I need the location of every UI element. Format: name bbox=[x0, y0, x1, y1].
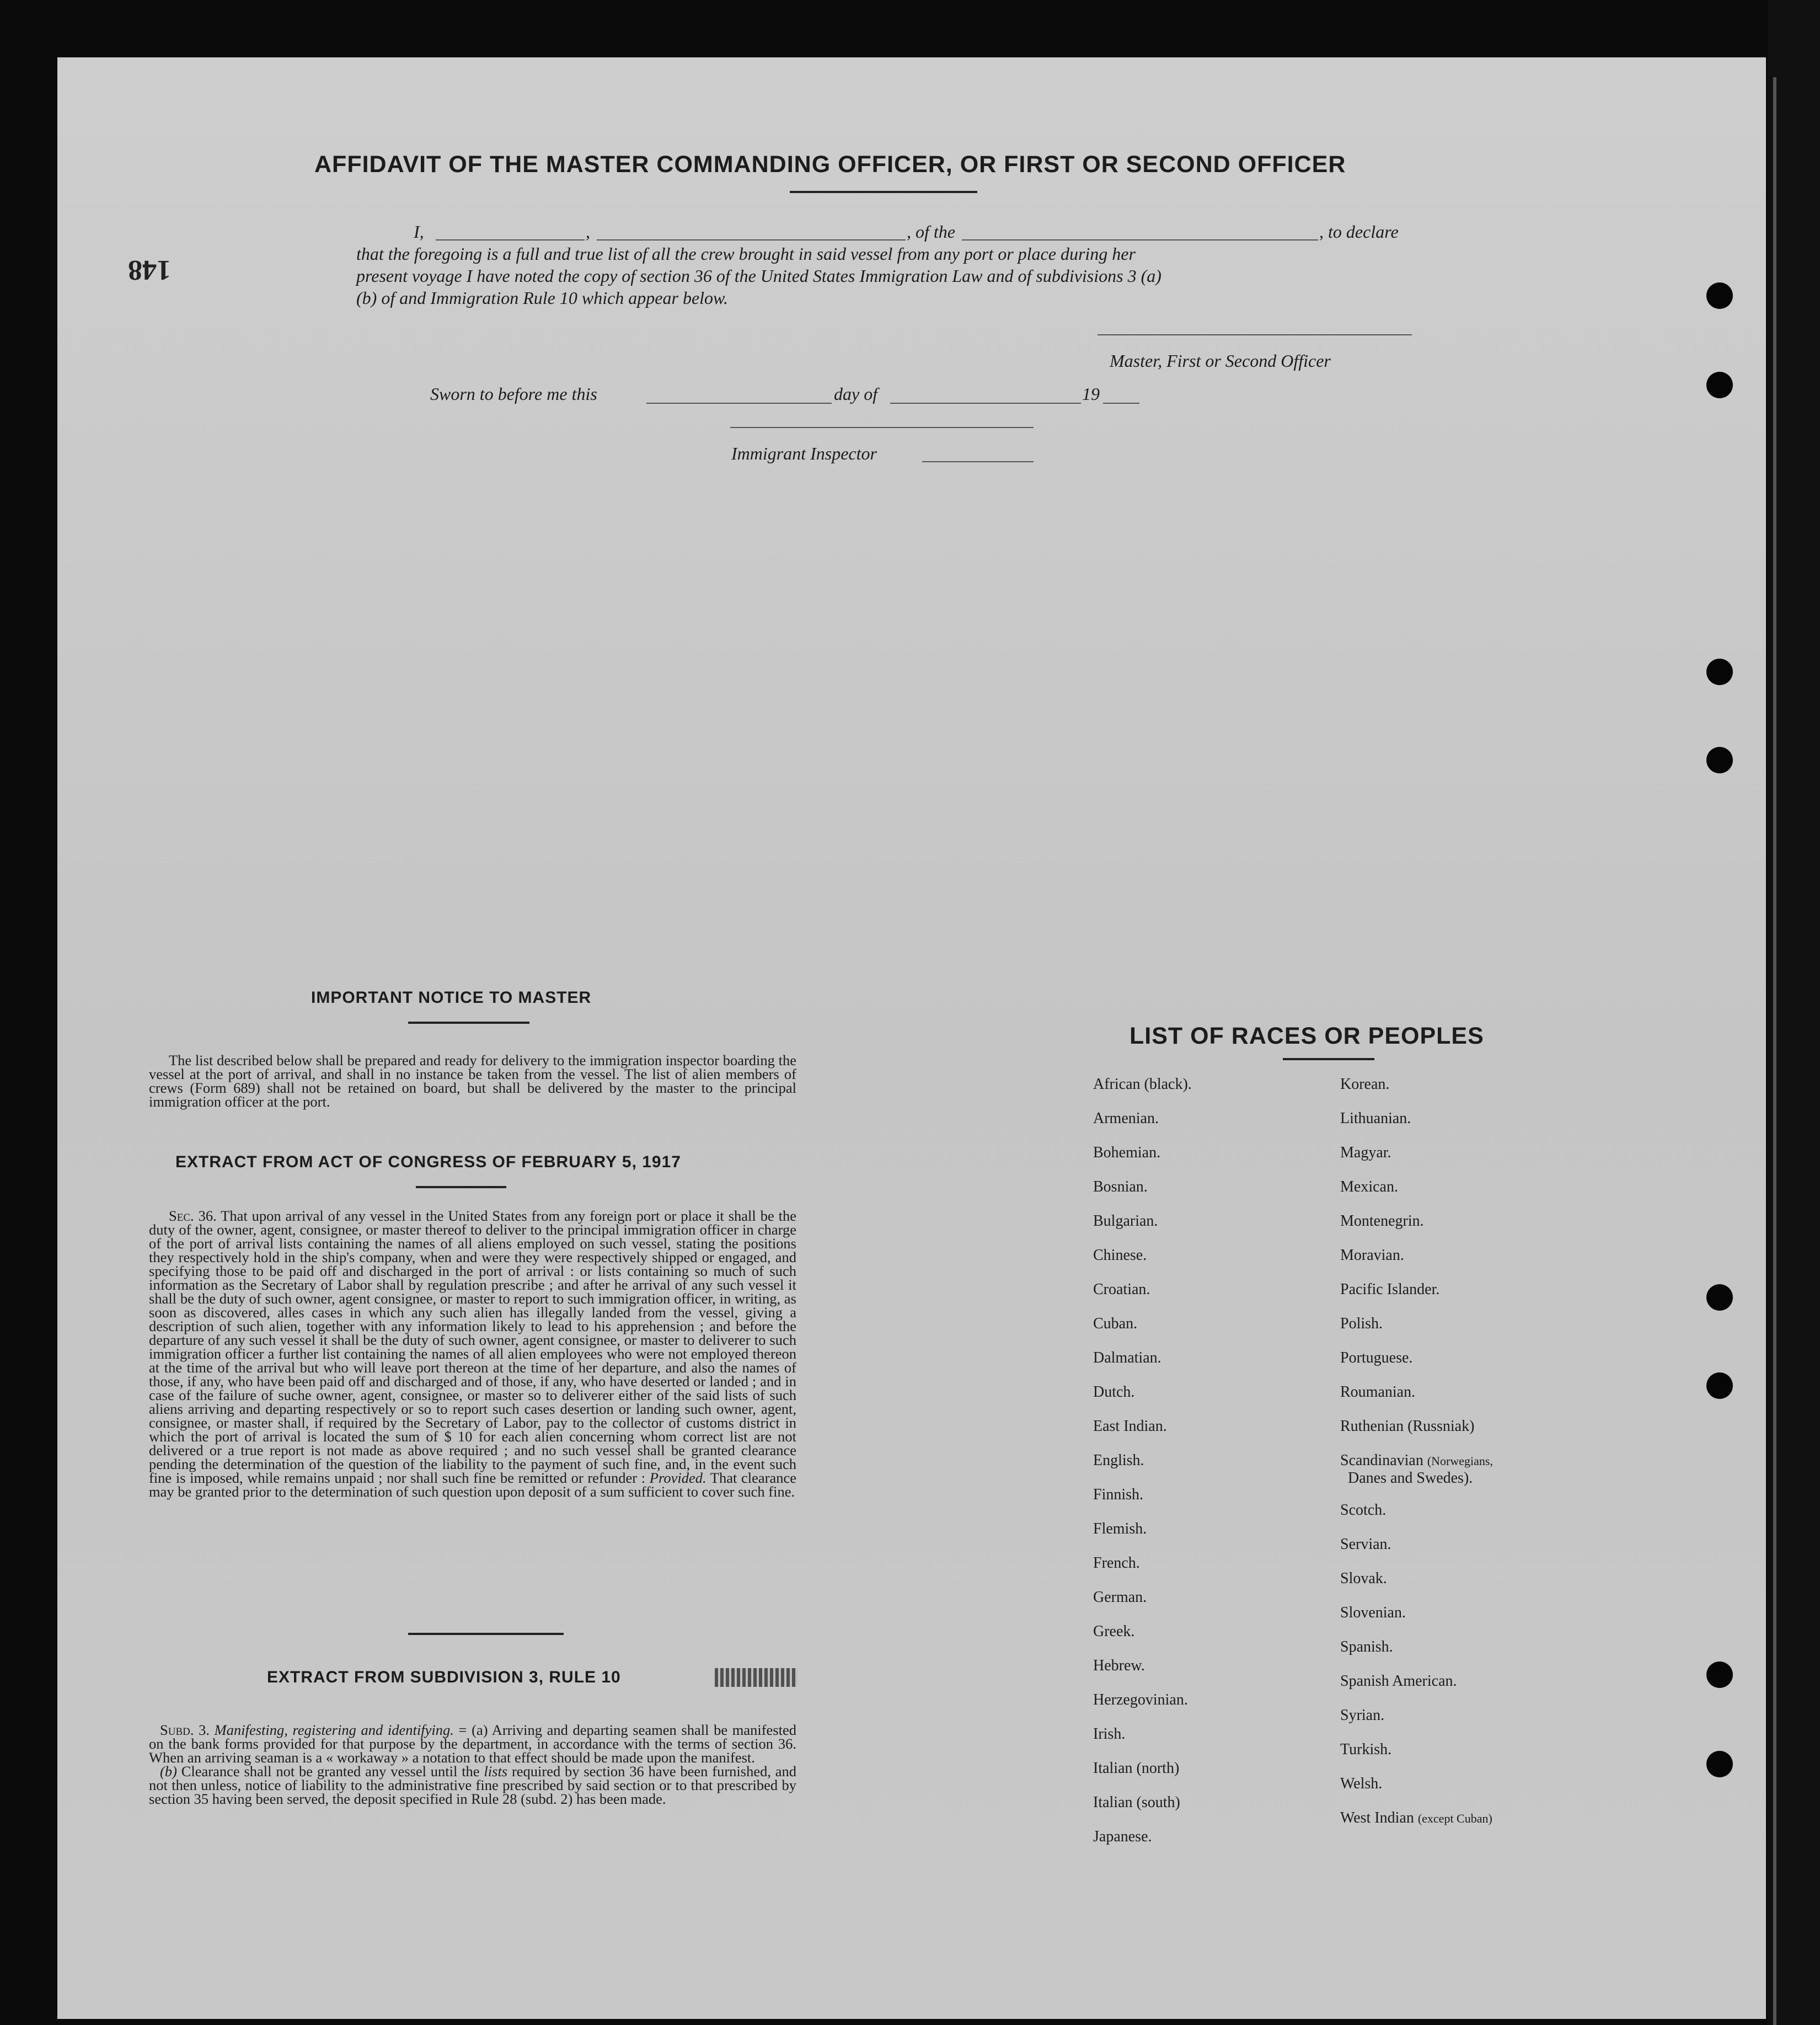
race-item: Greek. bbox=[1093, 1623, 1135, 1640]
race-item: Welsh. bbox=[1340, 1775, 1383, 1792]
affidavit-i: I, bbox=[414, 222, 424, 242]
race-item-west-indian bbox=[1340, 1809, 1492, 1827]
margin-number: 148 bbox=[128, 254, 171, 286]
para-b-lists: lists bbox=[484, 1763, 508, 1780]
race-item: Cuban. bbox=[1093, 1315, 1138, 1332]
title-rule bbox=[790, 191, 977, 193]
race-item: Roumanian. bbox=[1340, 1383, 1416, 1401]
race-label: Scandinavian bbox=[1340, 1452, 1423, 1469]
blank-year bbox=[1103, 403, 1139, 404]
affidavit-line-1 bbox=[414, 222, 424, 242]
race-item: Lithuanian. bbox=[1340, 1110, 1411, 1127]
race-item: Slovak. bbox=[1340, 1570, 1387, 1587]
rule-para-a bbox=[149, 1723, 796, 1765]
race-item: Spanish American. bbox=[1340, 1673, 1457, 1690]
binder-hole bbox=[1706, 1661, 1733, 1688]
affidavit-line-3: present voyage I have noted the copy of section 36 of the United States Immigration Law and of subdivisions 3 (a) bbox=[356, 266, 1161, 286]
ink-smudge bbox=[715, 1668, 797, 1687]
sec-label: Sec. 36. bbox=[169, 1207, 217, 1224]
race-item: Japanese. bbox=[1093, 1828, 1152, 1845]
affidavit-line-2: that the foregoing is a full and true list of all the crew brought in said vessel from any port or place during her bbox=[356, 244, 1136, 264]
subd-label: Subd. 3. bbox=[160, 1722, 210, 1738]
inspector-signature-line bbox=[730, 427, 1034, 428]
race-item: Moravian. bbox=[1340, 1247, 1404, 1264]
race-item: Turkish. bbox=[1340, 1741, 1392, 1758]
para-a-body: = (a) Arriving and departing seamen shall be manifested on the bank forms provided for that purpose by the department, in accordance with the terms of section 36. When an arriving seaman is a « workaway » a notation to that effect should be made upon the manifest. bbox=[149, 1722, 797, 1766]
race-item: Pacific Islander. bbox=[1340, 1281, 1440, 1298]
sworn-label: Sworn to before me this bbox=[430, 384, 597, 404]
race-item: Slovenian. bbox=[1340, 1604, 1406, 1621]
race-item: Herzegovinian. bbox=[1093, 1691, 1188, 1708]
race-item: Flemish. bbox=[1093, 1520, 1147, 1537]
race-item: Servian. bbox=[1340, 1536, 1391, 1553]
race-item: Irish. bbox=[1093, 1725, 1126, 1743]
notice-text bbox=[149, 1054, 796, 1109]
para-b-part-1: Clearance shall not be granted any vessel until the bbox=[181, 1763, 480, 1780]
act-paragraph bbox=[149, 1209, 796, 1499]
race-item: Ruthenian (Russniak) bbox=[1340, 1418, 1475, 1435]
blank-vessel bbox=[962, 239, 1318, 241]
notice-paragraph: The list described below shall be prepared and ready for delivery to the immigration inspector boarding the vessel at the port of arrival, and shall in no instance be taken from the vessel. The list of alien members of crews (Form 689) shall not be retained on board, but shall be delivered by the master to the principal immigration officer at the port. bbox=[149, 1052, 796, 1110]
binder-hole bbox=[1706, 1372, 1733, 1399]
affidavit-comma: , bbox=[586, 222, 590, 242]
affidavit-line-4: (b) of and Immigration Rule 10 which appear below. bbox=[356, 288, 728, 308]
signature-label: Master, First or Second Officer bbox=[1110, 351, 1331, 371]
race-item-scandinavian bbox=[1340, 1452, 1493, 1470]
race-item: English. bbox=[1093, 1452, 1144, 1469]
signature-line bbox=[1098, 334, 1412, 335]
affidavit-title: AFFIDAVIT OF THE MASTER COMMANDING OFFICER, OR FIRST OR SECOND OFFICER bbox=[314, 151, 1346, 178]
rule-title: EXTRACT FROM SUBDIVISION 3, RULE 10 bbox=[267, 1668, 621, 1686]
race-item: Dutch. bbox=[1093, 1383, 1135, 1401]
affidavit-of-the: , of the bbox=[907, 222, 955, 242]
year-label: 19 bbox=[1082, 384, 1100, 404]
subd-heading: Manifesting, registering and identifying. bbox=[214, 1722, 454, 1738]
race-item-scandinavian-cont: Danes and Swedes). bbox=[1348, 1470, 1473, 1487]
race-item: German. bbox=[1093, 1589, 1147, 1606]
para-b-label: (b) bbox=[160, 1763, 177, 1780]
rule-text bbox=[149, 1723, 796, 1806]
race-item: Dalmatian. bbox=[1093, 1349, 1161, 1366]
race-item: Syrian. bbox=[1340, 1707, 1385, 1724]
race-item: East Indian. bbox=[1093, 1418, 1167, 1435]
race-item: Scotch. bbox=[1340, 1502, 1387, 1519]
race-item: Bohemian. bbox=[1093, 1144, 1161, 1161]
notice-rule bbox=[408, 1022, 529, 1024]
act-text bbox=[149, 1209, 796, 1499]
provided-label: Provided. bbox=[649, 1470, 706, 1486]
race-item: Bulgarian. bbox=[1093, 1212, 1158, 1230]
race-note: (except Cuban) bbox=[1417, 1812, 1492, 1825]
day-of-label: day of bbox=[834, 384, 878, 404]
race-note: (Norwegians, bbox=[1427, 1454, 1493, 1468]
races-rule bbox=[1283, 1058, 1374, 1060]
blank-name bbox=[436, 239, 585, 241]
race-item: Chinese. bbox=[1093, 1247, 1147, 1264]
races-title: LIST OF RACES OR PEOPLES bbox=[1130, 1023, 1484, 1049]
rule-para-b bbox=[149, 1765, 796, 1806]
race-item: Finnish. bbox=[1093, 1486, 1144, 1503]
act-body-end: That clearance may be granted prior to the determination of such question upon deposit of a sum sufficient to cover such fine. bbox=[149, 1470, 796, 1500]
race-item: Hebrew. bbox=[1093, 1657, 1145, 1674]
race-item: Bosnian. bbox=[1093, 1178, 1148, 1195]
binder-hole bbox=[1706, 659, 1733, 685]
blank-day bbox=[646, 403, 832, 404]
race-item: Armenian. bbox=[1093, 1110, 1159, 1127]
scanner-edge-line bbox=[1773, 77, 1776, 2025]
race-item: Italian (south) bbox=[1093, 1794, 1180, 1811]
race-item: Mexican. bbox=[1340, 1178, 1398, 1195]
race-item: Montenegrin. bbox=[1340, 1212, 1424, 1230]
blank-month bbox=[890, 403, 1081, 404]
act-title: EXTRACT FROM ACT OF CONGRESS OF FEBRUARY 5, 1917 bbox=[175, 1153, 681, 1171]
affidavit-declare: , to declare bbox=[1319, 222, 1399, 242]
binder-hole bbox=[1706, 282, 1733, 309]
binder-hole bbox=[1706, 747, 1733, 773]
blank-title bbox=[597, 239, 906, 241]
race-item: Italian (north) bbox=[1093, 1760, 1180, 1777]
binder-hole bbox=[1706, 372, 1733, 398]
binder-hole bbox=[1706, 1284, 1733, 1311]
race-item: French. bbox=[1093, 1554, 1140, 1572]
race-item: African (black). bbox=[1093, 1076, 1192, 1093]
act-end-rule bbox=[408, 1633, 564, 1635]
inspector-label: Immigrant Inspector bbox=[731, 444, 877, 463]
race-item: Polish. bbox=[1340, 1315, 1383, 1332]
race-label: West Indian bbox=[1340, 1809, 1414, 1826]
act-rule bbox=[416, 1186, 506, 1188]
notice-title: IMPORTANT NOTICE TO MASTER bbox=[311, 989, 592, 1007]
para-b-part-2: required by section 36 have been furnished, and not then unless, notice of liability to the administrative fine prescribed by said section or to that prescribed by section 35 having been served, the deposit specified in Rule 28 (subd. 2) has been made. bbox=[149, 1763, 797, 1807]
race-item: Croatian. bbox=[1093, 1281, 1150, 1298]
race-item: Portuguese. bbox=[1340, 1349, 1413, 1366]
race-item: Magyar. bbox=[1340, 1144, 1391, 1161]
race-item: Spanish. bbox=[1340, 1638, 1393, 1655]
race-item: Korean. bbox=[1340, 1076, 1390, 1093]
act-body: That upon arrival of any vessel in the United States from any foreign port or place it shall be the duty of the owner, agent, consignee, or master thereof to deliver to the principal immigration officer in charge of the port of arrival lists containing the names of all aliens employed on such vessel, stating the positions they respectively hold in the ship's company, when and were they were respectively shipped or engaged, and specifying those to be paid off and discharged in the port of arrival : or lists containing so much of such information as the Secretary of Labor shall by regulation prescribe ; and after he arrival of any such vessel it shall be the duty of such owner, agent consignee, or master to report to such immigration officer, in writing, as soon as discovered, alles cases in which any such alien has illegally landed from the vessel, giving a description of such alien, together with any information likely to lead to his apprehension ; and before the departure of any such vessel it shall be the duty of such owner, agent consignee, or master to deliverer to such immigration officer a further list containing the names of all alien employees who were not employed thereon at the time of the arrival but who will leave port thereon at the time of her departure, and also the names of those, if any, who have been paid off and discharged and of those, if any, who have deserted or landed ; and in case of the failure of suche owner, agent, consignee, or master so to deliverer either of the said lists of such aliens arriving and departing respectively or so to report such cases desertion or landing such owner, agent, consignee, or master shall, if required by the Secretary of Labor, pay to the collector of customs district in which the port of arrival is located the sum of $ 10 for each alien concerning whom correct list are not delivered or a true report is not made as above required ; and no such vessel shall be granted clearance pending the determination of the question of the liability to the payment of such fine, and, in the event such fine is imposed, while remains unpaid ; nor shall such fine be remitted or refunder : bbox=[149, 1207, 796, 1486]
blank-inspector bbox=[922, 461, 1034, 462]
binder-hole bbox=[1706, 1751, 1733, 1777]
